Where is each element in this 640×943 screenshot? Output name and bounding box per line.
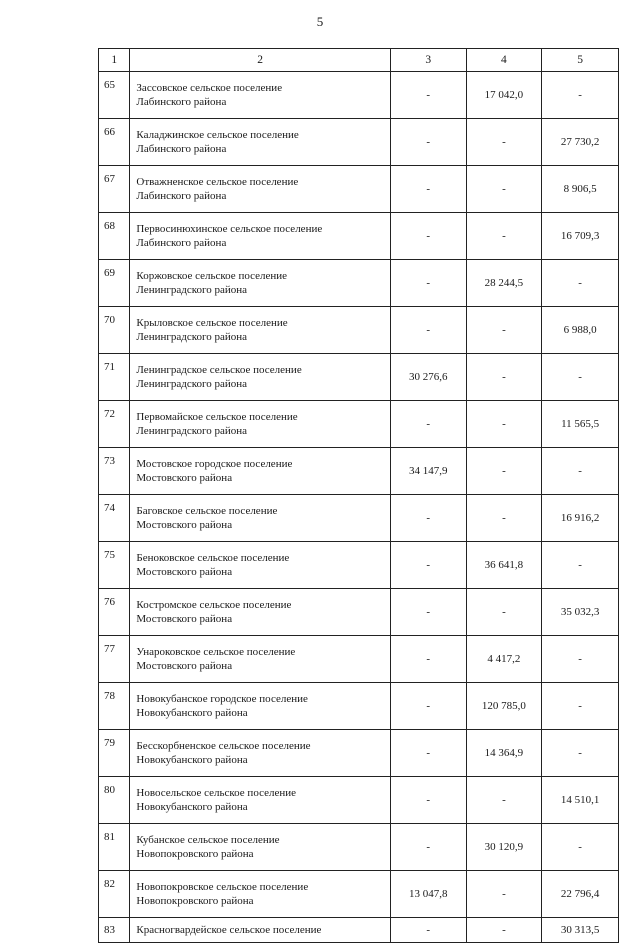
settlement-name-line1: Красногвардейское сельское поселение	[136, 924, 322, 936]
value-col-3: -	[390, 495, 466, 542]
value-col-3: -	[390, 260, 466, 307]
settlement-name	[130, 401, 390, 448]
value-col-3: -	[390, 72, 466, 119]
table-row	[99, 777, 619, 824]
table-row	[99, 871, 619, 918]
value-col-3: -	[390, 683, 466, 730]
value-col-5: 8 906,5	[542, 166, 619, 213]
settlement-name-line1: Новопокровское сельское поселение	[136, 881, 309, 893]
settlement-name-line1: Костромское сельское поселение	[136, 599, 292, 611]
row-number: 81	[99, 824, 130, 871]
row-number: 79	[99, 730, 130, 777]
settlement-name	[130, 777, 390, 824]
settlement-name-line1: Мостовское городское поселение	[136, 458, 293, 470]
settlement-name-line2: Мостовского района	[136, 566, 233, 578]
value-col-3: 30 276,6	[390, 354, 466, 401]
column-header: 3	[390, 49, 466, 72]
value-col-3: -	[390, 119, 466, 166]
settlement-name-line2: Мостовского района	[136, 472, 233, 484]
settlement-name	[130, 307, 390, 354]
column-header: 2	[130, 49, 390, 72]
value-col-4: 30 120,9	[466, 824, 542, 871]
settlement-name-line2: Ленинградского района	[136, 284, 248, 296]
allocation-table	[98, 48, 619, 943]
settlement-name	[130, 918, 390, 943]
settlement-name-line1: Бесскорбненское сельское поселение	[136, 740, 311, 752]
value-col-5: 35 032,3	[542, 589, 619, 636]
table-row	[99, 542, 619, 589]
value-col-3: -	[390, 918, 466, 943]
value-col-5: 11 565,5	[542, 401, 619, 448]
settlement-name-line1: Первосинюхинское сельское поселение	[136, 223, 323, 235]
value-col-5: -	[542, 730, 619, 777]
row-number: 68	[99, 213, 130, 260]
row-number: 73	[99, 448, 130, 495]
value-col-3: -	[390, 542, 466, 589]
page-number: 5	[316, 14, 324, 29]
settlement-name-line1: Отважненское сельское поселение	[136, 176, 299, 188]
settlement-name-line2: Новокубанского района	[136, 754, 248, 766]
table-row	[99, 495, 619, 542]
value-col-5: -	[542, 542, 619, 589]
value-col-4: -	[466, 918, 542, 943]
row-number: 67	[99, 166, 130, 213]
settlement-name-line2: Лабинского района	[136, 96, 227, 108]
row-number: 77	[99, 636, 130, 683]
settlement-name	[130, 589, 390, 636]
settlement-name-line2: Ленинградского района	[136, 378, 248, 390]
row-number: 78	[99, 683, 130, 730]
column-header: 1	[99, 49, 130, 72]
settlement-name-line2: Новокубанского района	[136, 801, 248, 813]
settlement-name-line2: Новокубанского района	[136, 707, 248, 719]
row-number: 70	[99, 307, 130, 354]
settlement-name-line2: Мостовского района	[136, 519, 233, 531]
settlement-name-line2: Лабинского района	[136, 237, 227, 249]
value-col-3: -	[390, 824, 466, 871]
settlement-name-line1: Крыловское сельское поселение	[136, 317, 288, 329]
row-number: 80	[99, 777, 130, 824]
table-row	[99, 119, 619, 166]
value-col-4: 4 417,2	[466, 636, 542, 683]
settlement-name	[130, 166, 390, 213]
value-col-4: 17 042,0	[466, 72, 542, 119]
row-number: 71	[99, 354, 130, 401]
value-col-3: -	[390, 213, 466, 260]
value-col-4: -	[466, 119, 542, 166]
value-col-5: 6 988,0	[542, 307, 619, 354]
settlement-name-line1: Новосельское сельское поселение	[136, 787, 297, 799]
value-col-4: -	[466, 354, 542, 401]
settlement-name	[130, 542, 390, 589]
value-col-4: -	[466, 777, 542, 824]
settlement-name-line1: Коржовское сельское поселение	[136, 270, 288, 282]
settlement-name-line2: Лабинского района	[136, 143, 227, 155]
value-col-5: -	[542, 354, 619, 401]
settlement-name-line2: Мостовского района	[136, 613, 233, 625]
value-col-3: -	[390, 589, 466, 636]
value-col-5: 16 709,3	[542, 213, 619, 260]
settlement-name	[130, 824, 390, 871]
value-col-4: -	[466, 589, 542, 636]
value-col-4: -	[466, 448, 542, 495]
value-col-5: 30 313,5	[542, 918, 619, 943]
settlement-name-line1: Кубанское сельское поселение	[136, 834, 280, 846]
value-col-4: 28 244,5	[466, 260, 542, 307]
settlement-name-line1: Первомайское сельское поселение	[136, 411, 298, 423]
row-number: 76	[99, 589, 130, 636]
settlement-name	[130, 448, 390, 495]
column-header: 5	[542, 49, 619, 72]
row-number: 74	[99, 495, 130, 542]
value-col-5: -	[542, 683, 619, 730]
table-row	[99, 824, 619, 871]
settlement-name-line2: Новопокровского района	[136, 895, 254, 907]
settlement-name-line2: Ленинградского района	[136, 425, 248, 437]
value-col-3: 13 047,8	[390, 871, 466, 918]
table-row	[99, 730, 619, 777]
value-col-5: -	[542, 448, 619, 495]
settlement-name	[130, 119, 390, 166]
value-col-4: -	[466, 307, 542, 354]
settlement-name-line2: Лабинского района	[136, 190, 227, 202]
value-col-4: -	[466, 213, 542, 260]
table-row	[99, 401, 619, 448]
settlement-name	[130, 636, 390, 683]
value-col-5: -	[542, 72, 619, 119]
value-col-4: -	[466, 401, 542, 448]
row-number: 82	[99, 871, 130, 918]
settlement-name	[130, 354, 390, 401]
value-col-3: -	[390, 636, 466, 683]
row-number: 66	[99, 119, 130, 166]
row-number: 69	[99, 260, 130, 307]
value-col-3: 34 147,9	[390, 448, 466, 495]
table-row	[99, 918, 619, 943]
settlement-name-line1: Баговское сельское поселение	[136, 505, 278, 517]
table-row	[99, 166, 619, 213]
settlement-name-line1: Унароковское сельское поселение	[136, 646, 296, 658]
table-row	[99, 589, 619, 636]
table-row	[99, 636, 619, 683]
value-col-5: 16 916,2	[542, 495, 619, 542]
table-row	[99, 213, 619, 260]
settlement-name-line1: Ленинградское сельское поселение	[136, 364, 302, 376]
settlement-name-line1: Зассовское сельское поселение	[136, 82, 283, 94]
settlement-name-line2: Ленинградского района	[136, 331, 248, 343]
table-row	[99, 307, 619, 354]
settlement-name-line2: Новопокровского района	[136, 848, 254, 860]
value-col-4: -	[466, 166, 542, 213]
settlement-name-line1: Беноковское сельское поселение	[136, 552, 290, 564]
settlement-name	[130, 213, 390, 260]
value-col-3: -	[390, 307, 466, 354]
settlement-name	[130, 683, 390, 730]
value-col-4: 120 785,0	[466, 683, 542, 730]
value-col-4: 36 641,8	[466, 542, 542, 589]
table-row	[99, 260, 619, 307]
value-col-5: 22 796,4	[542, 871, 619, 918]
table-row	[99, 448, 619, 495]
value-col-4: -	[466, 495, 542, 542]
settlement-name	[130, 871, 390, 918]
settlement-name-line1: Каладжинское сельское поселение	[136, 129, 299, 141]
table-header-row	[99, 49, 619, 72]
value-col-5: -	[542, 824, 619, 871]
value-col-3: -	[390, 777, 466, 824]
value-col-5: 27 730,2	[542, 119, 619, 166]
row-number: 83	[99, 918, 130, 943]
table-row	[99, 72, 619, 119]
value-col-5: -	[542, 636, 619, 683]
row-number: 65	[99, 72, 130, 119]
value-col-3: -	[390, 401, 466, 448]
row-number: 75	[99, 542, 130, 589]
settlement-name	[130, 260, 390, 307]
value-col-4: 14 364,9	[466, 730, 542, 777]
column-header: 4	[466, 49, 542, 72]
settlement-name	[130, 72, 390, 119]
settlement-name	[130, 495, 390, 542]
value-col-3: -	[390, 166, 466, 213]
settlement-name	[130, 730, 390, 777]
settlement-name-line2: Мостовского района	[136, 660, 233, 672]
row-number: 72	[99, 401, 130, 448]
value-col-3: -	[390, 730, 466, 777]
table-row	[99, 683, 619, 730]
value-col-5: 14 510,1	[542, 777, 619, 824]
value-col-4: -	[466, 871, 542, 918]
settlement-name-line1: Новокубанское городское поселение	[136, 693, 308, 705]
table-row	[99, 354, 619, 401]
value-col-5: -	[542, 260, 619, 307]
